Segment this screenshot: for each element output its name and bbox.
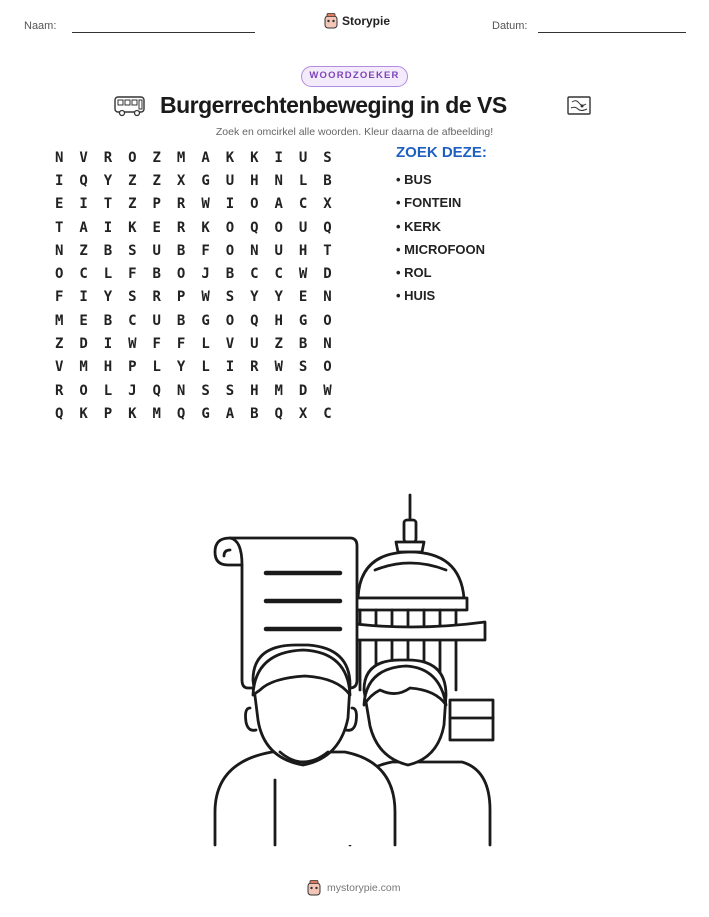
grid-row: [47, 146, 340, 169]
grid-cell[interactable]: H: [274, 312, 283, 329]
grid-cell[interactable]: X: [298, 405, 308, 422]
grid-cell[interactable]: C: [323, 405, 332, 422]
date-line[interactable]: [538, 32, 686, 33]
grid-cell[interactable]: I: [225, 359, 235, 376]
grid-cell[interactable]: Z: [152, 172, 161, 189]
grid-cell[interactable]: U: [152, 312, 161, 329]
grid-cell[interactable]: R: [54, 382, 64, 399]
grid-cell[interactable]: D: [298, 382, 308, 399]
grid-cell[interactable]: G: [201, 405, 210, 422]
coloring-illustration[interactable]: [200, 490, 500, 855]
grid-cell[interactable]: U: [298, 149, 308, 166]
page-title: Burgerrechtenbeweging in de VS: [160, 92, 507, 118]
grid-cell[interactable]: C: [274, 266, 283, 283]
grid-cell[interactable]: S: [225, 382, 235, 399]
grid-cell[interactable]: Q: [54, 405, 64, 422]
grid-cell[interactable]: C: [298, 196, 308, 213]
grid-cell[interactable]: J: [128, 382, 137, 399]
grid-cell[interactable]: K: [225, 149, 235, 166]
grid-row: [47, 193, 340, 216]
grid-cell[interactable]: M: [54, 312, 64, 329]
footer: [307, 880, 401, 896]
grid-cell[interactable]: W: [323, 382, 332, 399]
date-label: Datum:: [492, 20, 528, 32]
grid-row: [47, 332, 340, 355]
name-label: Naam:: [24, 20, 57, 32]
instructions: Zoek en omcirkel alle woorden. Kleur daarna de afbeelding!: [215, 126, 494, 138]
grid-cell[interactable]: Y: [274, 289, 283, 306]
word-item: • HUIS: [396, 288, 436, 304]
grid-cell[interactable]: F: [201, 242, 210, 259]
grid-cell[interactable]: N: [250, 242, 259, 259]
grid-cell[interactable]: L: [103, 266, 113, 283]
word-item: • BUS: [396, 172, 432, 187]
grid-cell[interactable]: S: [128, 289, 137, 306]
grid-cell[interactable]: F: [176, 336, 186, 353]
grid-cell[interactable]: A: [201, 149, 210, 166]
grid-cell[interactable]: W: [274, 359, 283, 376]
grid-cell[interactable]: O: [79, 382, 88, 399]
grid-cell[interactable]: Y: [176, 359, 186, 376]
grid-cell[interactable]: Q: [176, 405, 186, 422]
grid-cell[interactable]: P: [103, 405, 113, 422]
grid-cell[interactable]: T: [323, 242, 332, 259]
grid-cell[interactable]: B: [176, 312, 186, 329]
grid-row: [47, 379, 340, 402]
grid-cell[interactable]: O: [54, 266, 64, 283]
grid-cell[interactable]: U: [152, 242, 161, 259]
worksheet-type-badge: WOORDZOEKER: [301, 66, 408, 87]
grid-row: [47, 309, 340, 332]
grid-cell[interactable]: B: [225, 266, 235, 283]
grid-cell[interactable]: W: [201, 289, 210, 306]
grid-cell[interactable]: H: [298, 242, 308, 259]
grid-cell[interactable]: W: [298, 266, 308, 283]
grid-cell[interactable]: Y: [103, 289, 113, 306]
grid-cell[interactable]: Z: [274, 336, 283, 353]
grid-row: [47, 239, 340, 262]
grid-cell[interactable]: A: [225, 405, 235, 422]
grid-cell[interactable]: L: [298, 172, 308, 189]
grid-cell[interactable]: O: [323, 359, 332, 376]
word-list-title: ZOEK DEZE:: [396, 144, 487, 161]
grid-cell[interactable]: E: [298, 289, 308, 306]
grid-cell[interactable]: E: [152, 219, 161, 236]
grid-cell[interactable]: L: [201, 336, 210, 353]
grid-cell[interactable]: L: [103, 382, 113, 399]
grid-cell[interactable]: O: [225, 312, 235, 329]
grid-cell[interactable]: M: [176, 149, 186, 166]
grid-cell[interactable]: Z: [128, 196, 137, 213]
grid-cell[interactable]: D: [323, 266, 332, 283]
word-item: • ROL: [396, 265, 432, 281]
grid-cell[interactable]: N: [54, 242, 64, 259]
grid-row: [47, 169, 340, 192]
grid-cell[interactable]: G: [298, 312, 308, 329]
grid-cell[interactable]: I: [79, 196, 88, 213]
grid-cell[interactable]: O: [250, 196, 259, 213]
brand-logo: [324, 13, 390, 29]
grid-cell[interactable]: R: [176, 219, 186, 236]
grid-cell[interactable]: O: [225, 219, 235, 236]
grid-cell[interactable]: G: [201, 312, 210, 329]
grid-cell[interactable]: C: [79, 266, 88, 283]
grid-cell[interactable]: W: [201, 196, 210, 213]
grid-cell[interactable]: R: [250, 359, 259, 376]
grid-cell[interactable]: L: [201, 359, 210, 376]
grid-cell[interactable]: O: [323, 312, 332, 329]
grid-cell[interactable]: P: [152, 196, 161, 213]
grid-cell[interactable]: B: [176, 242, 186, 259]
grid-cell[interactable]: Z: [152, 149, 161, 166]
grid-cell[interactable]: X: [323, 196, 332, 213]
grid-cell[interactable]: J: [201, 266, 210, 283]
grid-cell[interactable]: F: [54, 289, 64, 306]
grid-cell[interactable]: N: [323, 289, 332, 306]
grid-row: [47, 216, 340, 239]
grid-cell[interactable]: T: [54, 219, 64, 236]
grid-cell[interactable]: N: [274, 172, 283, 189]
grid-cell[interactable]: D: [79, 336, 88, 353]
bus-icon: [114, 95, 146, 117]
grid-cell[interactable]: V: [225, 336, 235, 353]
word-item: • MICROFOON: [396, 241, 486, 257]
grid-cell[interactable]: R: [152, 289, 161, 306]
grid-row: [47, 286, 340, 309]
grid-cell[interactable]: I: [54, 172, 64, 189]
grid-cell[interactable]: K: [201, 219, 210, 236]
grid-cell[interactable]: Q: [79, 172, 88, 189]
grid-cell[interactable]: U: [298, 219, 308, 236]
word-list: [396, 170, 485, 310]
grid-cell[interactable]: Q: [152, 382, 161, 399]
grid-cell[interactable]: H: [250, 172, 259, 189]
grid-cell[interactable]: R: [103, 149, 113, 166]
storypie-logo-icon: [307, 880, 321, 896]
word-item: • KERK: [396, 218, 441, 234]
grid-cell[interactable]: K: [250, 149, 259, 166]
grid-cell[interactable]: I: [103, 219, 113, 236]
grid-cell[interactable]: M: [79, 359, 88, 376]
grid-cell[interactable]: Y: [250, 289, 259, 306]
name-line[interactable]: [72, 32, 255, 33]
grid-cell[interactable]: I: [103, 336, 113, 353]
grid-cell[interactable]: Q: [250, 312, 259, 329]
grid-cell[interactable]: C: [128, 312, 137, 329]
grid-cell[interactable]: F: [128, 266, 137, 283]
grid-cell[interactable]: R: [176, 196, 186, 213]
grid-cell[interactable]: I: [274, 149, 283, 166]
grid-row: [47, 356, 340, 379]
grid-cell[interactable]: H: [250, 382, 259, 399]
grid-cell[interactable]: A: [79, 219, 88, 236]
grid-cell[interactable]: Z: [128, 172, 137, 189]
brand-name: Storypie: [342, 14, 391, 28]
grid-cell[interactable]: Y: [103, 172, 113, 189]
grid-cell[interactable]: L: [152, 359, 161, 376]
grid-cell[interactable]: E: [79, 312, 88, 329]
grid-cell[interactable]: B: [298, 336, 308, 353]
grid-cell[interactable]: S: [225, 289, 235, 306]
word-search-grid[interactable]: [47, 146, 340, 426]
grid-cell[interactable]: G: [201, 172, 210, 189]
grid-cell[interactable]: U: [225, 172, 235, 189]
grid-cell[interactable]: B: [103, 312, 113, 329]
grid-cell[interactable]: B: [103, 242, 113, 259]
grid-cell[interactable]: Z: [54, 336, 64, 353]
grid-cell[interactable]: N: [323, 336, 332, 353]
map-icon: [566, 95, 592, 117]
grid-cell[interactable]: S: [201, 382, 210, 399]
grid-cell[interactable]: O: [274, 219, 283, 236]
grid-cell[interactable]: K: [128, 219, 137, 236]
grid-cell[interactable]: H: [103, 359, 113, 376]
grid-cell[interactable]: I: [79, 289, 88, 306]
grid-cell[interactable]: K: [128, 405, 137, 422]
grid-cell[interactable]: N: [176, 382, 186, 399]
footer-url[interactable]: mystorypie.com: [327, 882, 401, 894]
grid-row: [47, 262, 340, 285]
grid-cell[interactable]: T: [103, 196, 113, 213]
grid-cell[interactable]: O: [225, 242, 235, 259]
grid-cell[interactable]: V: [79, 149, 88, 166]
grid-cell[interactable]: K: [79, 405, 88, 422]
grid-cell[interactable]: M: [152, 405, 161, 422]
grid-cell[interactable]: O: [128, 149, 137, 166]
grid-cell[interactable]: F: [152, 336, 161, 353]
grid-cell[interactable]: Q: [274, 405, 283, 422]
grid-cell[interactable]: N: [54, 149, 64, 166]
grid-cell[interactable]: U: [274, 242, 283, 259]
grid-cell[interactable]: C: [250, 266, 259, 283]
grid-cell[interactable]: B: [250, 405, 259, 422]
grid-cell[interactable]: O: [176, 266, 186, 283]
grid-cell[interactable]: Z: [79, 242, 88, 259]
grid-cell[interactable]: M: [274, 382, 283, 399]
grid-cell[interactable]: Q: [323, 219, 332, 236]
grid-cell[interactable]: A: [274, 196, 283, 213]
storypie-logo-icon: [324, 13, 338, 29]
grid-cell[interactable]: B: [152, 266, 161, 283]
grid-cell[interactable]: I: [225, 196, 235, 213]
word-item: • FONTEIN: [396, 195, 462, 211]
grid-cell[interactable]: P: [176, 289, 186, 306]
grid-cell[interactable]: V: [54, 359, 64, 376]
grid-cell[interactable]: X: [176, 172, 186, 189]
grid-cell[interactable]: E: [54, 196, 64, 213]
grid-cell[interactable]: S: [298, 359, 308, 376]
grid-cell[interactable]: S: [128, 242, 137, 259]
grid-cell[interactable]: B: [323, 172, 332, 189]
grid-cell[interactable]: U: [250, 336, 259, 353]
grid-cell[interactable]: S: [323, 149, 332, 166]
grid-cell[interactable]: P: [128, 359, 137, 376]
grid-cell[interactable]: Q: [250, 219, 259, 236]
grid-row: [47, 402, 340, 425]
grid-cell[interactable]: W: [128, 336, 137, 353]
